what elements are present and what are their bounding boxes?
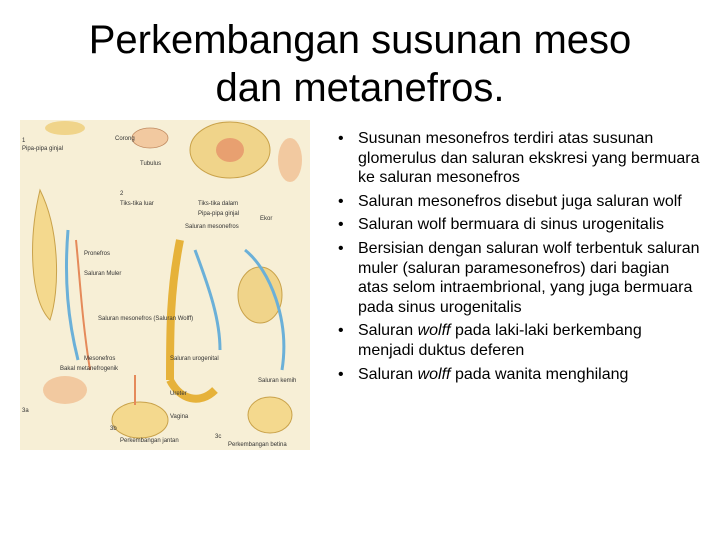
- bullet-text-em: wolff: [417, 322, 451, 340]
- figure-label: Tubulus: [140, 161, 162, 167]
- figure-label: Pronefros: [84, 251, 111, 257]
- diagram-svg: [20, 120, 310, 450]
- figure-caption: Perkembangan betina: [228, 442, 287, 448]
- bullet-item: [330, 365, 700, 385]
- bullet-item: [330, 129, 700, 188]
- figure-label: Ekor: [260, 216, 273, 222]
- figure-label: Corong: [115, 136, 135, 142]
- bullet-text: Susunan mesonefros terdiri atas susunan glomerulus dan saluran ekskresi yang bermuara ke saluran mesonefros: [358, 130, 700, 187]
- panel-number: 3c: [215, 434, 222, 440]
- bullet-text-post: pada wanita menghilang: [450, 365, 629, 383]
- embryology-diagram-figure: [20, 120, 310, 450]
- bullet-text: Saluran wolf bermuara di sinus urogenitalis: [358, 216, 664, 234]
- bullet-text: Bersisian dengan saluran wolf terbentuk saluran muler (saluran paramesonefros) dari bagian atas selom intraembrional, yang juga bermuara pada sinus urogenitalis: [358, 239, 700, 316]
- bladder-female: [248, 397, 292, 433]
- bullet-item: [330, 215, 700, 235]
- bullet-text-em: wolff: [417, 365, 451, 383]
- figure-label: Tiks-tika dalam: [198, 201, 239, 207]
- title-line-2: dan metanefros.: [215, 66, 505, 110]
- figure-label: Pipa-pipa ginjal: [198, 211, 240, 217]
- bullet-item: [330, 192, 700, 212]
- bottom-left-structure: [43, 376, 87, 404]
- figure-label: Saluran urogenital: [170, 356, 219, 362]
- panel-number: 3b: [110, 426, 117, 432]
- figure-label: Ureter: [170, 391, 187, 397]
- figure-label: Pipa-pipa ginjal: [22, 146, 64, 152]
- bullet-item: [330, 239, 700, 317]
- title-line-1: Perkembangan susunan meso: [88, 18, 632, 62]
- bullet-text-pre: Saluran: [358, 322, 418, 340]
- figure-label: Vagina: [170, 414, 189, 420]
- cross-section-core: [216, 138, 244, 162]
- bladder-male: [112, 402, 168, 438]
- figure-label: Saluran kemih: [258, 378, 297, 384]
- figure-label: Bakal metanefrogenik: [60, 366, 119, 372]
- slide-title: [20, 16, 700, 112]
- bullet-text-post: pada laki-laki berkembang menjadi duktus deferen: [358, 322, 642, 359]
- top-left-structure: [45, 121, 85, 135]
- figure-label: Saluran Muler: [84, 271, 122, 277]
- top-tubule: [132, 128, 168, 148]
- figure-label: Tiks-tika luar: [120, 201, 154, 207]
- figure-label: Mesonefros: [84, 356, 116, 362]
- bullet-text-pre: Saluran: [358, 365, 418, 383]
- figure-label: Saluran mesonefros (Saluran Wolff): [98, 316, 194, 322]
- bullet-text: Saluran mesonefros disebut juga saluran wolf: [358, 192, 682, 210]
- panel-number: 3a: [22, 408, 29, 414]
- panel-number: 2: [120, 191, 124, 197]
- panel-number: 1: [22, 138, 26, 144]
- figure-caption: Perkembangan jantan: [120, 438, 179, 444]
- bullet-list: [330, 129, 700, 388]
- figure-label: Saluran mesonefros: [185, 224, 239, 230]
- bullet-item: [330, 321, 700, 360]
- right-edge-structure: [278, 138, 302, 182]
